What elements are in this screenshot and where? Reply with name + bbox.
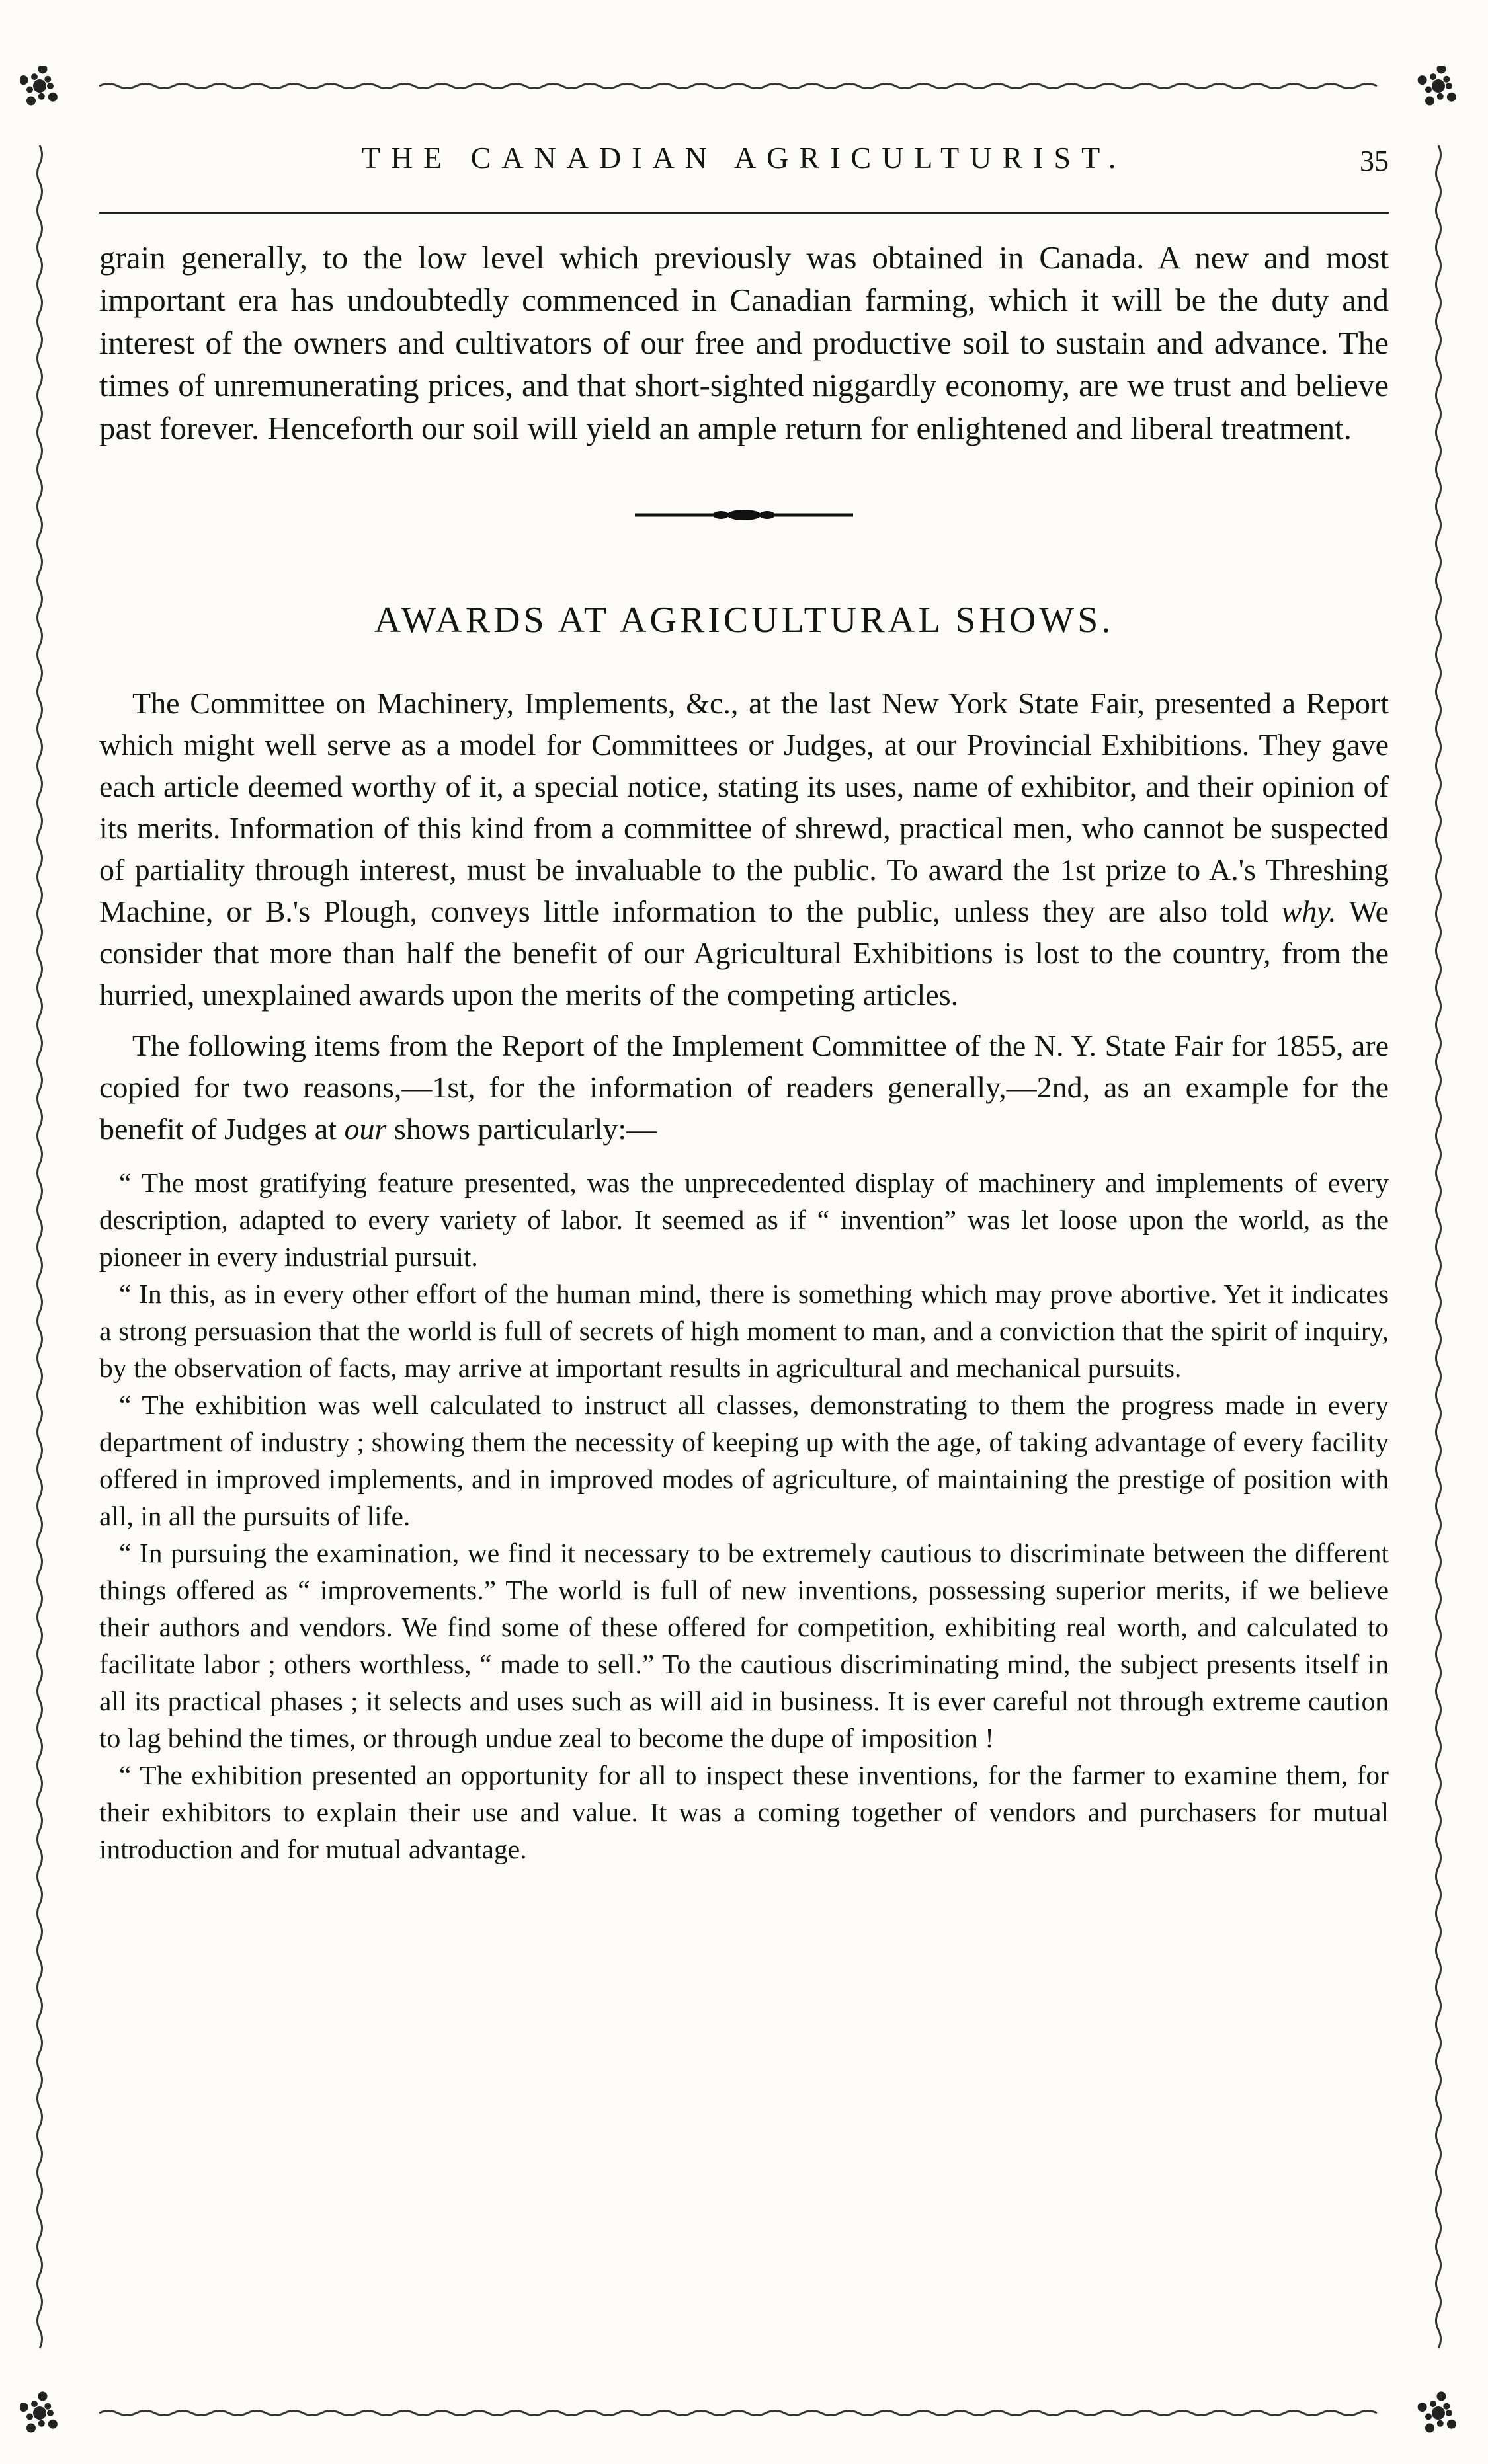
paragraph-text: The Committee on Machinery, Implements, &c., at the last New York State Fair, presented a Report which might well serve as a model for Committees or Judges, at our Provincial Exhibitions. They gave each article deemed worthy of it, a special notice, stating its uses, name of exhibitor, and their opinion of its merits. Information of this kind from a committee of shrewd, practical men, who cannot be suspected of partiality through interest, must be invaluable to the public. To award the 1st prize to A.'s Threshing Machine, or B.'s Plough, conveys little information to the public, unless they are also told <box>99 686 1389 929</box>
quoted-paragraph: “ In this, as in every other effort of the human mind, there is something which may prove abortive. Yet it indicates a strong persuasion that the world is full of secrets of high moment to man, and a conviction that the spirit of inquiry, by the observation of facts, may arrive at important results in agricultural and mechanical pursuits. <box>99 1279 1389 1384</box>
page-number: 35 <box>1360 145 1389 177</box>
running-head: THE CANADIAN AGRICULTURIST. <box>361 141 1127 175</box>
intro-paragraph: grain generally, to the low level which previously was obtained in Canada. A new and most important era has undoubtedly commenced in Canadian farming, which it will be the duty and interest of the owners and cultivators of our free and productive soil to sustain and advance. The times of unremunerating prices, and that short-sighted niggardly economy, are we trust and believe past forever. Henceforth our soil will yield an ample return for enlightened and liberal treatment. <box>99 239 1389 446</box>
paragraph-text: shows particularly:— <box>386 1112 657 1146</box>
emphasis-text: why. <box>1281 894 1337 929</box>
quoted-paragraph: “ The most gratifying feature presented, was the unprecedented display of machinery and implements of every description, adapted to every variety of labor. It seemed as if “ invention” was let loose upon the world, as the pioneer in every industrial pursuit. <box>99 1168 1389 1273</box>
quoted-paragraph: “ The exhibition presented an opportunity for all to inspect these inventions, for the farmer to examine them, for their exhibitors to explain their use and value. It was a coming together of vendors and purchasers for mutual introduction and for mutual advantage. <box>99 1760 1389 1865</box>
section-divider <box>99 479 1389 551</box>
divider-ornament-icon <box>635 508 853 522</box>
paragraph-text: The following items from the Report of the Implement Committee of the N. Y. State Fair for 1855, are copied for two reasons,—1st, for the information of readers generally,—2nd, as an example for the benefit of Judges at <box>99 1029 1389 1146</box>
quoted-paragraph: “ The exhibition was well calculated to instruct all classes, demonstrating to them the progress made in every department of industry ; showing them the necessity of keeping up with the age, of taking advantage of every facility offered in improved implements, and in improved modes of agriculture, of maintaining the prestige of position with all, in all the pursuits of life. <box>99 1390 1389 1532</box>
page-header <box>99 140 1389 200</box>
emphasis-text: our <box>344 1112 387 1146</box>
page-content <box>99 237 1389 1868</box>
article-paragraph <box>99 1025 1389 1150</box>
article-title: AWARDS AT AGRICULTURAL SHOWS. <box>374 600 1114 641</box>
header-rule <box>99 212 1389 214</box>
article-paragraph <box>99 682 1389 1015</box>
paragraph-text: We consider that more than half the benefit of our Agricultural Exhibitions is lost to the country, from the hurried, unexplained awards upon the merits of the competing articles. <box>99 894 1389 1012</box>
quoted-paragraph: “ In pursuing the examination, we find it necessary to be extremely cautious to discriminate between the different things offered as “ improvements.” The world is full of new inventions, possessing superior merits, if we believe their authors and vendors. We find some of these offered for competition, exhibiting real worth, and calculated to facilitate labor ; others worthless, “ made to sell.” To the cautious discriminating mind, the subject presents itself in all its practical phases ; it selects and uses such as will aid in business. It is ever careful not through extreme caution to lag behind the times, or through undue zeal to become the dupe of imposition ! <box>99 1538 1389 1754</box>
